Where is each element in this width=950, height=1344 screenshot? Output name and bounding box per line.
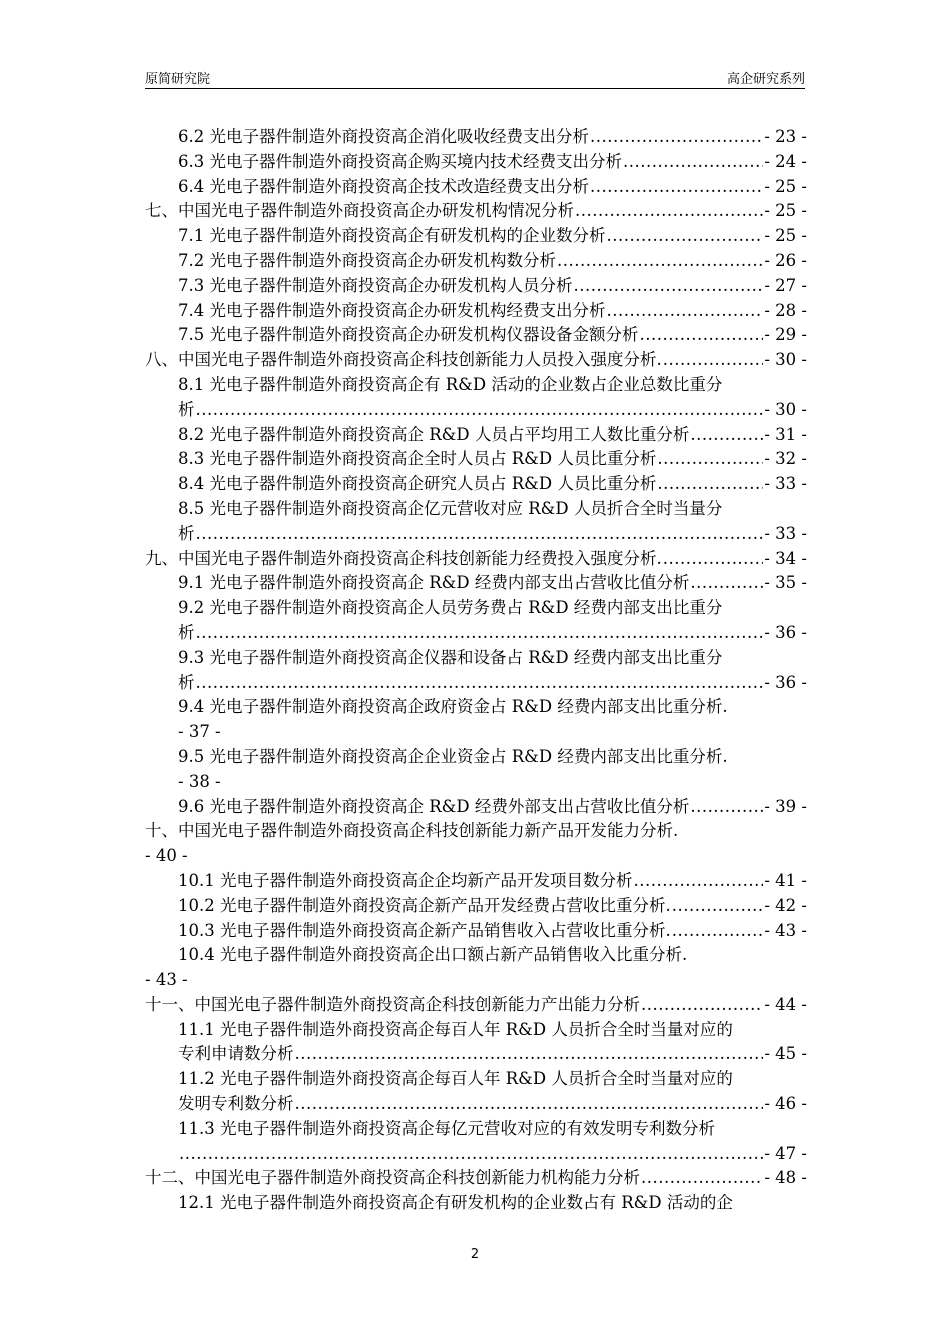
toc-entry[interactable]: 10.1 光电子器件制造外商投资高企企均新产品开发项目数分析 ..... - 41 - — [145, 869, 807, 894]
toc-entry[interactable]: 6.3 光电子器件制造外商投资高企购买境内技术经费支出分析 ..... - 24 - — [145, 150, 807, 175]
toc-entry[interactable]: 7.1 光电子器件制造外商投资高企有研发机构的企业数分析 ..... - 25 - — [145, 224, 807, 249]
toc-entry-line2[interactable]: ..... - 47 - — [145, 1142, 807, 1167]
toc-entry-line2[interactable]: 专利申请数分析 ..... - 45 - — [145, 1042, 807, 1067]
toc-entry[interactable]: 7.4 光电子器件制造外商投资高企办研发机构经费支出分析 ..... - 28 - — [145, 299, 807, 324]
toc-entry-line1[interactable]: 10.4 光电子器件制造外商投资高企出口额占新产品销售收入比重分析. — [178, 945, 688, 965]
toc-entry-line2[interactable]: 析 ..... - 36 - — [145, 621, 807, 646]
toc-entry-line1[interactable]: 8.1 光电子器件制造外商投资高企有 R&D 活动的企业数占企业总数比重分 — [178, 374, 723, 394]
toc-entry[interactable]: 8.3 光电子器件制造外商投资高企全时人员占 R&D 人员比重分析 ..... - 32 - — [145, 447, 807, 472]
toc-entry-line1[interactable]: 十、中国光电子器件制造外商投资高企科技创新能力新产品开发能力分析. — [145, 821, 679, 841]
toc-entry-line2[interactable]: 发明专利数分析 ..... - 46 - — [145, 1092, 807, 1117]
toc-entry[interactable]: 10.2 光电子器件制造外商投资高企新产品开发经费占营收比重分析. ..... - 42 - — [145, 894, 807, 919]
toc-entry[interactable]: 九、中国光电子器件制造外商投资高企科技创新能力经费投入强度分析. ..... - 34 - — [145, 547, 807, 572]
toc-entry-page: - 38 - — [178, 771, 221, 791]
toc-entry[interactable]: 6.2 光电子器件制造外商投资高企消化吸收经费支出分析 ..... - 23 - — [145, 125, 807, 150]
toc-entry-page: - 40 - — [145, 846, 188, 866]
toc-entry[interactable]: 8.2 光电子器件制造外商投资高企 R&D 人员占平均用工人数比重分析 ..... - 31 - — [145, 423, 807, 448]
toc-entry-line1[interactable]: 9.3 光电子器件制造外商投资高企仪器和设备占 R&D 经费内部支出比重分 — [178, 647, 723, 667]
toc-entry-line2[interactable]: 析 ..... - 33 - — [145, 522, 807, 547]
page-header — [145, 66, 805, 89]
toc-entry-line1[interactable]: 12.1 光电子器件制造外商投资高企有研发机构的企业数占有 R&D 活动的企 — [178, 1193, 733, 1213]
toc-entry-line2[interactable]: 析 ..... - 30 - — [145, 398, 807, 423]
toc-entry-line1[interactable]: 9.2 光电子器件制造外商投资高企人员劳务费占 R&D 经费内部支出比重分 — [178, 598, 723, 618]
toc-entry[interactable]: 十二、中国光电子器件制造外商投资高企科技创新能力机构能力分析 ..... - 48 - — [145, 1166, 807, 1191]
toc-entry-line1[interactable]: 8.5 光电子器件制造外商投资高企亿元营收对应 R&D 人员折合全时当量分 — [178, 498, 723, 518]
table-of-contents — [145, 125, 807, 1216]
toc-entry[interactable]: 8.4 光电子器件制造外商投资高企研究人员占 R&D 人员比重分析 ..... - 33 - — [145, 472, 807, 497]
toc-entry[interactable]: 9.1 光电子器件制造外商投资高企 R&D 经费内部支出占营收比值分析 ..... - 35 - — [145, 571, 807, 596]
toc-entry[interactable]: 7.5 光电子器件制造外商投资高企办研发机构仪器设备金额分析 ..... - 29 - — [145, 323, 807, 348]
toc-entry-line1[interactable]: 11.1 光电子器件制造外商投资高企每百人年 R&D 人员折合全时当量对应的 — [178, 1019, 733, 1039]
toc-entry[interactable]: 7.2 光电子器件制造外商投资高企办研发机构数分析 ..... - 26 - — [145, 249, 807, 274]
toc-entry-line1[interactable]: 11.3 光电子器件制造外商投资高企每亿元营收对应的有效发明专利数分析 — [178, 1118, 715, 1138]
toc-entry-line2[interactable]: 析 ..... - 36 - — [145, 671, 807, 696]
header-institute: 原简研究院 — [145, 72, 211, 87]
toc-entry-line1[interactable]: 9.4 光电子器件制造外商投资高企政府资金占 R&D 经费内部支出比重分析. — [178, 697, 728, 717]
page-number: 2 — [470, 1247, 480, 1262]
toc-entry-page: - 37 - — [178, 722, 221, 742]
toc-entry-page: - 43 - — [145, 970, 188, 990]
toc-entry[interactable]: 10.3 光电子器件制造外商投资高企新产品销售收入占营收比重分析. ..... - 43 - — [145, 919, 807, 944]
toc-entry[interactable]: 七、中国光电子器件制造外商投资高企办研发机构情况分析 ..... - 25 - — [145, 199, 807, 224]
toc-entry-line1[interactable]: 9.5 光电子器件制造外商投资高企企业资金占 R&D 经费内部支出比重分析. — [178, 746, 728, 766]
toc-entry[interactable]: 9.6 光电子器件制造外商投资高企 R&D 经费外部支出占营收比值分析 ..... - 39 - — [145, 795, 807, 820]
toc-entry[interactable]: 7.3 光电子器件制造外商投资高企办研发机构人员分析 ..... - 27 - — [145, 274, 807, 299]
toc-entry[interactable]: 6.4 光电子器件制造外商投资高企技术改造经费支出分析 ..... - 25 - — [145, 175, 807, 200]
header-series: 高企研究系列 — [726, 72, 805, 87]
toc-entry-line1[interactable]: 11.2 光电子器件制造外商投资高企每百人年 R&D 人员折合全时当量对应的 — [178, 1069, 733, 1089]
toc-entry[interactable]: 八、中国光电子器件制造外商投资高企科技创新能力人员投入强度分析. ..... - 30 - — [145, 348, 807, 373]
toc-entry[interactable]: 十一、中国光电子器件制造外商投资高企科技创新能力产出能力分析 ..... - 44 - — [145, 993, 807, 1018]
